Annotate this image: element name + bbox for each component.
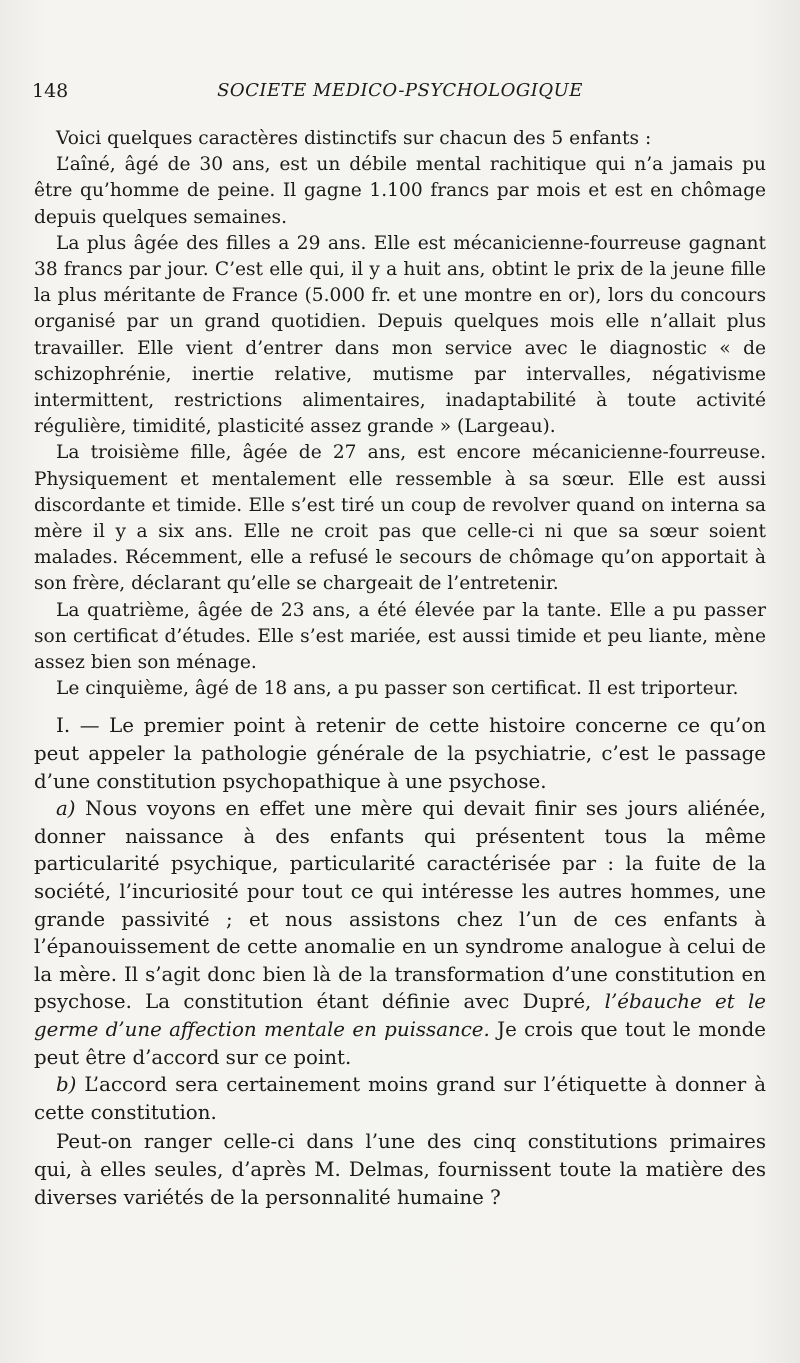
paragraph-final-question: Peut-on ranger celle-ci dans l’une des cinq constitutions primaires qui, à elles seules, d’après M. Delmas, fournissent toute la matière des diverses variétés de la personnalité humaine ? <box>34 1130 766 1209</box>
running-title: SOCIETE MEDICO-PSYCHOLOGIQUE <box>217 80 583 101</box>
running-head <box>32 80 768 106</box>
paragraph-intro: Voici quelques caractères distinctifs sur chacun des 5 enfants : <box>56 128 652 149</box>
paragraph-third-daughter: La troisième fille, âgée de 27 ans, est encore mécanicienne-fourreuse. Physiquement et mentalement elle ressemble à sa sœur. Elle est aussi discordante et timide. Elle s’est tiré un coup de revolver quand on interna sa mère il y a six ans. Elle ne croit pas que celle-ci ni que sa sœur soient malades. Récemment, elle a refusé le secours de chômage qu’on apportait à son frère, déclarant qu’elle se chargeait de l’entretenir. <box>34 442 766 595</box>
paragraph-section-one: I. — Le premier point à retenir de cette histoire concerne ce qu’on peut appeler la pathologie générale de la psychiatrie, c’est le passage d’une constitution psychopathique à une psychose. <box>34 714 766 793</box>
paragraph-fifth-child: Le cinquième, âgé de 18 ans, a pu passer son certificat. Il est triporteur. <box>56 678 739 700</box>
paragraph-eldest: L’aîné, âgé de 30 ans, est un débile mental rachitique qui n’a jamais pu être qu’homme de peine. Il gagne 1.100 francs par mois et est en chômage depuis quelques semaines. <box>34 154 766 228</box>
paragraph-point-b <box>34 1071 766 1126</box>
point-a-conclusion: Je crois que tout le monde peut être d’accord sur ce point. <box>34 1018 766 1069</box>
point-a-text: Nous voyons en effet une mère qui devait finir ses jours aliénée, donner naissance à des enfants qui présentent tous la même particularité psychique, particularité caractérisée par : la fuite de la société, l’incuriosité pour tout ce qui intéresse les autres hommes, une grande passivité ; et nous assistons chez l’un de ces enfants à l’épanouissement de cette anomalie en un syndrome analogue à celui de la mère. Il s’agit donc bien là de la transformation d’une constitution en psychose. La constitution étant définie avec Dupré, <box>34 797 766 1014</box>
body-text <box>34 126 766 1211</box>
paragraph-second-daughter: La plus âgée des filles a 29 ans. Elle est mécanicienne-fourreuse gagnant 38 francs par jour. C’est elle qui, il y a huit ans, obtint le prix de la jeune fille la plus méritante de France (5.000 fr. et une montre en or), lors du concours organisé par un grand quotidien. Depuis quelques mois elle n’allait plus travailler. Elle vient d’entrer dans mon service avec le diagnostic « de schizophrénie, inertie relative, mutisme par intervalles, négativisme intermittent, restrictions alimentaires, inadaptabilité à toute activité régulière, timidité, plasticité assez grande » (Largeau). <box>34 232 766 438</box>
point-b-label: b) <box>56 1073 77 1097</box>
point-a-label: a) <box>56 797 76 821</box>
page-number: 148 <box>32 80 69 102</box>
point-b-text: L’accord sera certainement moins grand sur l’étiquette à donner à cette constitution. <box>34 1073 766 1124</box>
point-a-italic-definition: l’ébauche et le germe d’une affection mentale en puissance. <box>34 990 766 1041</box>
paragraph-fourth-child: La quatrième, âgée de 23 ans, a été élevée par la tante. Elle a pu passer son certificat d’études. Elle s’est mariée, est aussi timide et peu liante, mène assez bien son ménage. <box>34 599 766 674</box>
paragraph-point-a <box>34 795 766 1071</box>
